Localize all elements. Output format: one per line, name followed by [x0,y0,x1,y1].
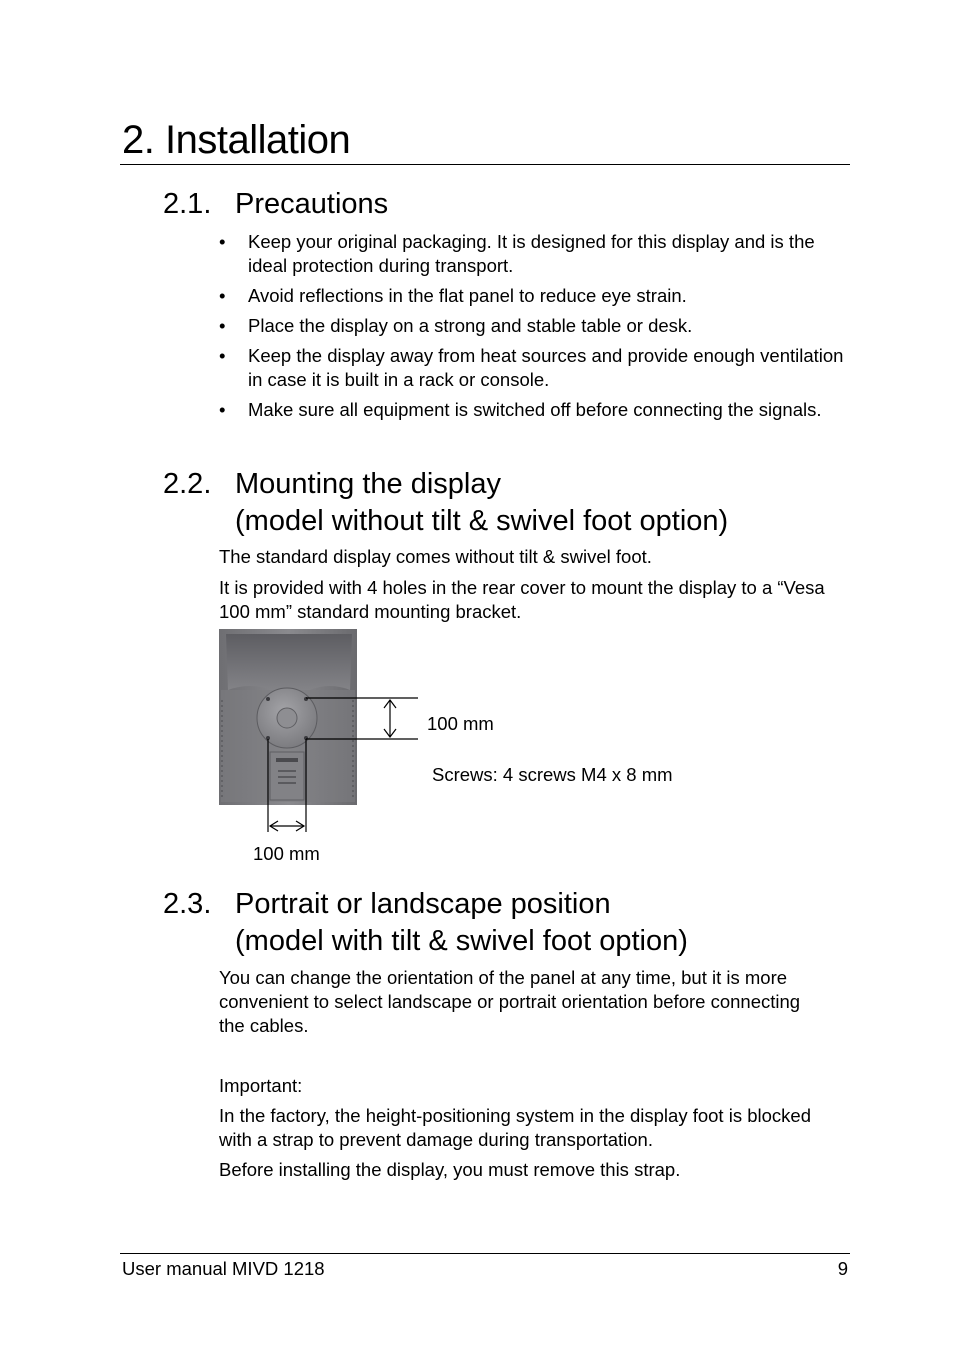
portrait-paragraph-3: Before installing the display, you must remove this strap. [219,1159,681,1180]
section-number: 2.2. [163,468,212,500]
section-title-line1: Portrait or landscape position [235,888,611,920]
mounting-paragraph-1: The standard display comes without tilt & swivel foot. [219,546,652,567]
list-item-text: Avoid reflections in the flat panel to reduce eye strain. [248,285,687,306]
chapter-title: 2. Installation [122,118,351,162]
bullet-symbol: • [219,345,226,366]
bullet-symbol: • [219,285,226,306]
important-colon: : [297,1075,303,1096]
list-item-text: Keep your original packaging. It is designed for this display and is the ideal protection during transport. [248,231,815,276]
display-rear-photo [219,629,357,805]
list-item-text: Place the display on a strong and stable table or desk. [248,315,693,336]
section-number: 2.3. [163,888,212,920]
list-item-text: Keep the display away from heat sources and provide enough ventilation in case it is built in a rack or console. [248,345,844,390]
bullet-symbol: • [219,399,226,420]
list-item-text: Make sure all equipment is switched off before connecting the signals. [248,399,822,420]
mounting-paragraph-2: It is provided with 4 holes in the rear cover to mount the display to a “Vesa 100 mm” standard mounting bracket. [219,577,825,622]
footer-rule [120,1253,850,1254]
portrait-paragraph-1: You can change the orientation of the panel at any time, but it is more convenient to select landscape or portrait orientation before connecting the cables. [219,967,801,1036]
section-title-line1: Mounting the display [235,468,501,500]
screws-label: Screws: 4 screws M4 x 8 mm [432,764,673,785]
horizontal-dimension-label: 100 mm [253,843,320,864]
section-title-line2: (model without tilt & swivel foot option) [235,505,729,537]
section-number: 2.1. [163,188,212,220]
portrait-paragraph-2: In the factory, the height-positioning system in the display foot is blocked with a strap to prevent damage during transportation. [219,1105,811,1150]
section-title: Precautions [235,188,389,220]
footer-page-number: 9 [837,1258,848,1279]
important-label: Important [219,1075,298,1096]
vertical-dimension-label: 100 mm [427,713,494,734]
section-heading-portrait [163,886,853,960]
bullet-symbol: • [219,315,226,336]
section-title-line2: (model with tilt & swivel foot option) [235,925,688,957]
important-note-label [219,1074,302,1098]
footer-document-title: User manual MIVD 1218 [122,1258,325,1279]
bullet-symbol: • [219,231,226,252]
